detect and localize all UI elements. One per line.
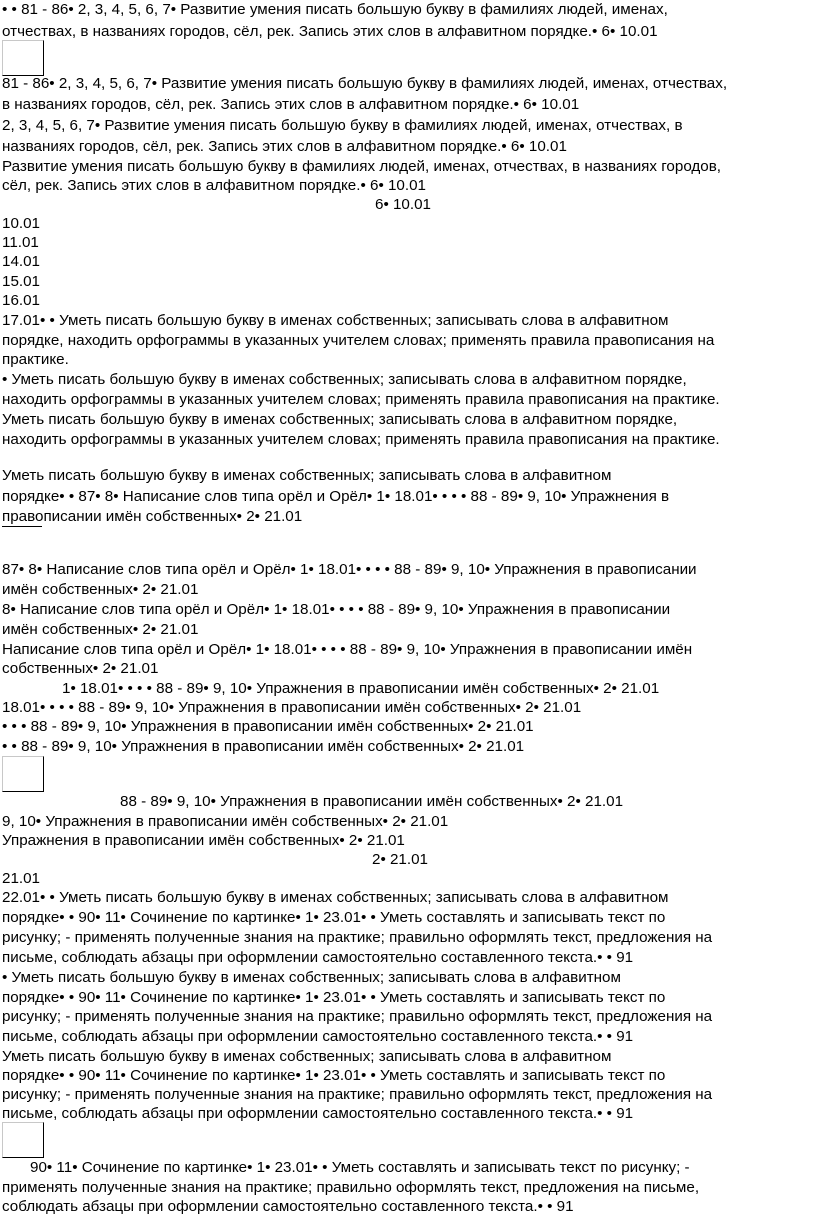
text-line: Уметь писать большую букву в именах собственных; записывать слова в алфавитном порядке, bbox=[2, 411, 678, 428]
empty-cell-box bbox=[2, 1122, 44, 1158]
text-line: 9, 10• Упражнения в правописании имён собственных• 2• 21.01 bbox=[2, 813, 449, 830]
text-line: 88 - 89• 9, 10• Упражнения в правописании имён собственных• 2• 21.01 bbox=[120, 793, 624, 810]
text-line: 17.01• • Уметь писать большую букву в именах собственных; записывать слова в алфавитном bbox=[2, 312, 669, 329]
text-line: Уметь писать большую букву в именах собственных; записывать слова в алфавитном bbox=[2, 1048, 612, 1065]
text-line: • • 81 - 86• 2, 3, 4, 5, 6, 7• Развитие умения писать большую букву в фамилиях людей, именах, bbox=[2, 1, 668, 18]
text-line: 6• 10.01 bbox=[375, 196, 431, 213]
text-line: • Уметь писать большую букву в именах собственных; записывать слова в алфавитном порядке, bbox=[2, 371, 687, 388]
text-line: 10.01 bbox=[2, 215, 41, 232]
text-line: порядке• • 90• 11• Сочинение по картинке• 1• 23.01• • Уметь составлять и записывать текст по bbox=[2, 1067, 666, 1084]
text-line: 18.01• • • • 88 - 89• 9, 10• Упражнения в правописании имён собственных• 2• 21.01 bbox=[2, 699, 582, 716]
text-line: 14.01 bbox=[2, 253, 41, 270]
text-line: сёл, рек. Запись этих слов в алфавитном порядке.• 6• 10.01 bbox=[2, 177, 426, 194]
text-line: Развитие умения писать большую букву в фамилиях людей, именах, отчествах, в названиях городов, bbox=[2, 158, 722, 175]
text-line: порядке• • 90• 11• Сочинение по картинке• 1• 23.01• • Уметь составлять и записывать текст по bbox=[2, 989, 666, 1006]
text-line: имён собственных• 2• 21.01 bbox=[2, 581, 199, 598]
text-line: рисунку; - применять полученные знания на практике; правильно оформлять текст, предложения на bbox=[2, 1086, 713, 1103]
text-line: 11.01 bbox=[2, 234, 39, 251]
text-line: практике. bbox=[2, 351, 69, 368]
text-line: названиях городов, сёл, рек. Запись этих слов в алфавитном порядке.• 6• 10.01 bbox=[2, 138, 567, 155]
text-line: • • • 88 - 89• 9, 10• Упражнения в правописании имён собственных• 2• 21.01 bbox=[2, 718, 534, 735]
text-line: имён собственных• 2• 21.01 bbox=[2, 621, 199, 638]
text-line: собственных• 2• 21.01 bbox=[2, 660, 159, 677]
text-line: порядке• • 90• 11• Сочинение по картинке• 1• 23.01• • Уметь составлять и записывать текст по bbox=[2, 909, 666, 926]
text-line: Уметь писать большую букву в именах собственных; записывать слова в алфавитном bbox=[2, 467, 612, 484]
text-line: 87• 8• Написание слов типа орёл и Орёл• 1• 18.01• • • • 88 - 89• 9, 10• Упражнения в правописании bbox=[2, 561, 697, 578]
text-line: применять полученные знания на практике; правильно оформлять текст, предложения на письме, bbox=[2, 1179, 700, 1196]
text-line: в названиях городов, сёл, рек. Запись этих слов в алфавитном порядке.• 6• 10.01 bbox=[2, 96, 580, 113]
text-line: 90• 11• Сочинение по картинке• 1• 23.01• • Уметь составлять и записывать текст по рисунку; - bbox=[30, 1159, 690, 1176]
empty-cell-box bbox=[2, 40, 44, 76]
text-line: 21.01 bbox=[2, 870, 41, 887]
text-line: находить орфограммы в указанных учителем словах; применять правила правописания на практике. bbox=[2, 391, 720, 408]
empty-cell-box bbox=[2, 756, 44, 792]
text-line: 81 - 86• 2, 3, 4, 5, 6, 7• Развитие умения писать большую букву в фамилиях людей, именах, отчествах, bbox=[2, 75, 728, 92]
text-line: • • 88 - 89• 9, 10• Упражнения в правописании имён собственных• 2• 21.01 bbox=[2, 738, 525, 755]
text-line: правописании имён собственных• 2• 21.01 bbox=[2, 508, 303, 525]
text-line: находить орфограммы в указанных учителем словах; применять правила правописания на практике. bbox=[2, 431, 720, 448]
text-line: порядке, находить орфограммы в указанных учителем словах; применять правила правописания на bbox=[2, 332, 715, 349]
text-line: 15.01 bbox=[2, 273, 41, 290]
text-line: 22.01• • Уметь писать большую букву в именах собственных; записывать слова в алфавитном bbox=[2, 889, 669, 906]
text-line: 2, 3, 4, 5, 6, 7• Развитие умения писать большую букву в фамилиях людей, именах, отчествах, в bbox=[2, 117, 683, 134]
text-line: порядке• • 87• 8• Написание слов типа орёл и Орёл• 1• 18.01• • • • 88 - 89• 9, 10• Упражнения в bbox=[2, 488, 670, 505]
text-line: рисунку; - применять полученные знания на практике; правильно оформлять текст, предложения на bbox=[2, 929, 713, 946]
text-line: 1• 18.01• • • • 88 - 89• 9, 10• Упражнения в правописании имён собственных• 2• 21.01 bbox=[62, 680, 660, 697]
text-line: Написание слов типа орёл и Орёл• 1• 18.01• • • • 88 - 89• 9, 10• Упражнения в правописании имён bbox=[2, 641, 693, 658]
text-line: письме, соблюдать абзацы при оформлении самостоятельно составленного текста.• • 91 bbox=[2, 1105, 634, 1122]
text-line: 16.01 bbox=[2, 292, 41, 309]
text-line: 8• Написание слов типа орёл и Орёл• 1• 18.01• • • • 88 - 89• 9, 10• Упражнения в правописании bbox=[2, 601, 671, 618]
text-line: письме, соблюдать абзацы при оформлении самостоятельно составленного текста.• • 91 bbox=[2, 1028, 634, 1045]
text-line: • Уметь писать большую букву в именах собственных; записывать слова в алфавитном bbox=[2, 969, 621, 986]
underline-rule bbox=[2, 526, 42, 527]
text-line: письме, соблюдать абзацы при оформлении самостоятельно составленного текста.• • 91 bbox=[2, 949, 634, 966]
text-line: рисунку; - применять полученные знания на практике; правильно оформлять текст, предложения на bbox=[2, 1008, 713, 1025]
text-line: отчествах, в названиях городов, сёл, рек. Запись этих слов в алфавитном порядке.• 6• 10.01 bbox=[2, 23, 658, 40]
text-line: соблюдать абзацы при оформлении самостоятельно составленного текста.• • 91 bbox=[2, 1198, 574, 1215]
text-line: 2• 21.01 bbox=[372, 851, 428, 868]
text-line: Упражнения в правописании имён собственных• 2• 21.01 bbox=[2, 832, 405, 849]
